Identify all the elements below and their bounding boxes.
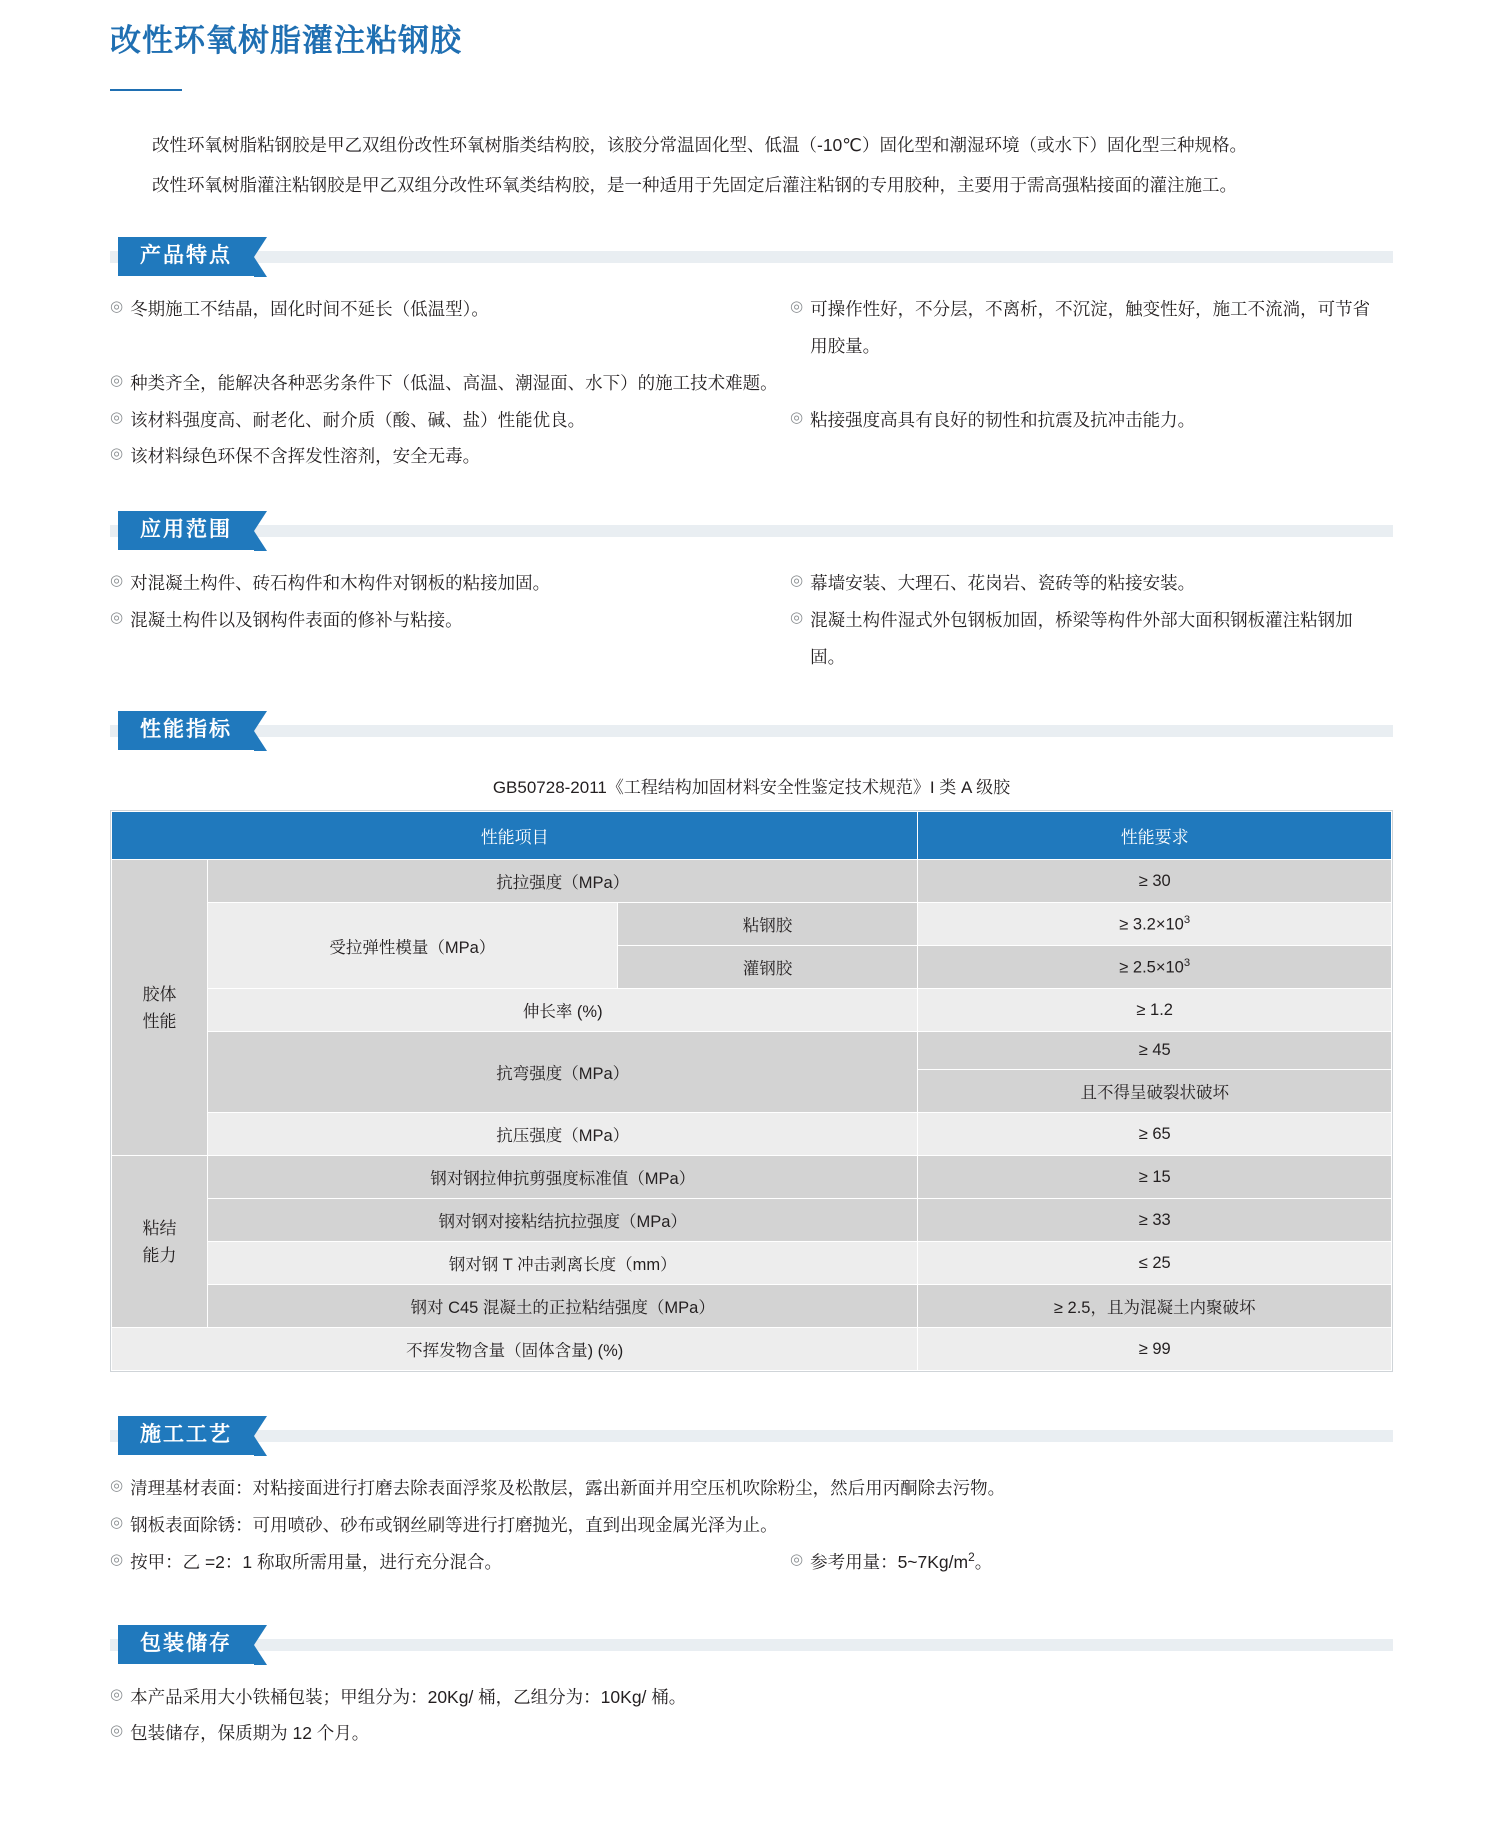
section-header-application <box>110 511 1393 551</box>
list-item <box>110 365 1393 402</box>
bullet-icon: ◎ <box>110 1685 124 1703</box>
intro-line-2: 改性环氧树脂灌注粘钢胶是甲乙双组分改性环氧类结构胶，是一种适用于先固定后灌注粘钢的专用胶种，主要用于需高强粘接面的灌注施工。 <box>152 174 1237 195</box>
section-header-bar <box>110 251 1393 263</box>
list-item <box>110 602 1393 676</box>
process-text: 清理基材表面：对粘接面进行打磨去除表面浮浆及松散层，露出新面并用空压机吹除粉尘，然后用丙酮除去污物。 <box>130 1478 1006 1499</box>
cell-item: 受拉弹性模量（MPa） <box>208 903 618 989</box>
packaging-item <box>110 1715 1393 1752</box>
application-item <box>790 602 1393 676</box>
column-header-value: 性能要求 <box>918 812 1392 860</box>
list-item <box>110 291 1393 365</box>
cell-item: 不挥发物含量（固体含量) (%) <box>112 1328 918 1371</box>
cell-item: 抗弯强度（MPa） <box>208 1032 918 1113</box>
table-header-row <box>112 812 1392 860</box>
cell-item: 伸长率 (%) <box>208 989 918 1032</box>
process-item <box>110 1507 1393 1544</box>
bullet-icon: ◎ <box>110 1722 124 1740</box>
table-row <box>112 1199 1392 1242</box>
bullet-icon: ◎ <box>110 1514 124 1531</box>
page-bottom-spacer <box>110 1752 1393 1782</box>
table-caption: GB50728-2011《工程结构加固材料安全性鉴定技术规范》I 类 A 级胶 <box>492 778 1011 798</box>
cell-subitem: 粘钢胶 <box>617 903 918 946</box>
bullet-icon: ◎ <box>110 371 124 389</box>
section-header-packaging <box>110 1625 1393 1665</box>
feature-text: 可操作性好，不分层，不离析，不沉淀，触变性好，施工不流淌，可节省用胶量。 <box>810 299 1371 356</box>
bullet-icon: ◎ <box>110 1477 124 1495</box>
cell-value: ≥ 65 <box>918 1113 1392 1156</box>
section-header-bar <box>110 1430 1393 1442</box>
feature-text: 种类齐全，能解决各种恶劣条件下（低温、高温、潮湿面、水下）的施工技术难题。 <box>130 372 778 393</box>
application-text: 幕墙安装、大理石、花岗岩、瓷砖等的粘接安装。 <box>810 573 1196 593</box>
list-item <box>110 402 1393 439</box>
application-text: 混凝土构件以及钢构件表面的修补与粘接。 <box>130 609 463 630</box>
column-header-item: 性能项目 <box>112 812 918 860</box>
section-header-features <box>110 237 1393 277</box>
page-title: 改性环氧树脂灌注粘钢胶 <box>110 23 462 58</box>
feature-item <box>790 291 1393 365</box>
cell-subitem: 灌钢胶 <box>617 946 918 989</box>
feature-text: 该材料绿色环保不含挥发性溶剂，安全无毒。 <box>130 446 481 467</box>
features-list <box>110 291 1393 475</box>
packaging-list <box>110 1679 1393 1753</box>
bullet-icon: ◎ <box>110 408 124 426</box>
feature-item <box>110 365 1393 402</box>
bullet-icon: ◎ <box>110 608 124 626</box>
list-item <box>110 1715 1393 1752</box>
section-header-performance <box>110 711 1393 751</box>
application-text: 混凝土构件湿式外包钢板加固，桥梁等构件外部大面积钢板灌注粘钢加固。 <box>810 609 1353 667</box>
table-row <box>112 903 1392 946</box>
list-item <box>110 1507 1393 1544</box>
bullet-icon: ◎ <box>110 298 124 316</box>
cell-value: ≥ $3.2\times 10^3$ <box>918 903 1392 946</box>
category-cell-bond: 粘结 能力 <box>112 1156 208 1328</box>
list-item <box>110 565 1393 602</box>
bullet-icon: ◎ <box>789 572 804 589</box>
cell-value: 且不得呈破裂状破坏 <box>918 1070 1392 1113</box>
title-underline <box>110 89 182 91</box>
section-title-application: 应用范围 <box>118 511 254 550</box>
list-item <box>110 1470 1393 1507</box>
bullet-icon: ◎ <box>789 298 804 316</box>
cell-item: 钢对 C45 混凝土的正拉粘结强度（MPa） <box>208 1285 918 1328</box>
table-row <box>112 1328 1392 1371</box>
list-item <box>110 438 1393 475</box>
process-item <box>110 1470 1393 1507</box>
packaging-text: 包装储存，保质期为 12 个月。 <box>130 1723 370 1744</box>
table-row <box>112 1032 1392 1070</box>
application-item <box>110 565 790 602</box>
process-item <box>110 1544 790 1581</box>
process-item <box>790 1544 1393 1581</box>
packaging-item <box>110 1679 1393 1716</box>
bullet-icon: ◎ <box>110 572 124 589</box>
bullet-icon: ◎ <box>110 1550 124 1568</box>
cell-value: ≤ 25 <box>918 1242 1392 1285</box>
section-header-bar <box>110 725 1393 737</box>
cell-item: 钢对钢 T 冲击剥离长度（mm） <box>208 1242 918 1285</box>
bullet-icon: ◎ <box>789 408 804 426</box>
process-list <box>110 1470 1393 1580</box>
process-text: 按甲：乙 =2：1 称取所需用量，进行充分混合。 <box>130 1551 503 1572</box>
performance-table <box>111 811 1392 1371</box>
cell-value: ≥ 1.2 <box>918 989 1392 1032</box>
application-text: 对混凝土构件、砖石构件和木构件对钢板的粘接加固。 <box>130 573 551 593</box>
feature-item <box>110 291 790 328</box>
feature-text: 冬期施工不结晶，固化时间不延长（低温型）。 <box>130 299 489 320</box>
intro-line-1: 改性环氧树脂粘钢胶是甲乙双组份改性环氧树脂类结构胶，该胶分常温固化型、低温（-10℃）固化型和潮湿环境（或水下）固化型三种规格。 <box>152 134 1247 155</box>
bullet-icon: ◎ <box>110 445 124 463</box>
section-header-process <box>110 1416 1393 1456</box>
cell-value: ≥ 99 <box>918 1328 1392 1371</box>
cell-item: 抗拉强度（MPa） <box>208 860 918 903</box>
application-list <box>110 565 1393 675</box>
cell-item: 钢对钢对接粘结抗拉强度（MPa） <box>208 1199 918 1242</box>
section-title-features: 产品特点 <box>118 237 254 276</box>
feature-item <box>790 402 1393 439</box>
bullet-icon: ◎ <box>789 608 804 626</box>
section-title-process: 施工工艺 <box>118 1416 254 1455</box>
section-header-bar <box>110 1639 1393 1651</box>
application-item <box>790 565 1393 602</box>
cell-value: ≥ $2.5\times 10^3$ <box>918 946 1392 989</box>
cell-value: ≥ 45 <box>918 1032 1392 1070</box>
section-title-packaging: 包装储存 <box>118 1625 254 1664</box>
list-item <box>110 1544 1393 1581</box>
bullet-icon: ◎ <box>789 1550 804 1568</box>
feature-item <box>110 402 790 439</box>
table-row <box>112 1113 1392 1156</box>
performance-table-wrapper <box>110 810 1393 1372</box>
feature-text: 粘接强度高具有良好的韧性和抗震及抗冲击能力。 <box>810 409 1196 430</box>
feature-item <box>110 438 1393 475</box>
table-row <box>112 1285 1392 1328</box>
cell-value: ≥ 33 <box>918 1199 1392 1242</box>
cell-value: ≥ 2.5，且为混凝土内聚破坏 <box>918 1285 1392 1328</box>
cell-value: ≥ 30 <box>918 860 1392 903</box>
category-cell-glue: 胶体 性能 <box>112 860 208 1156</box>
cell-item: 抗压强度（MPa） <box>208 1113 918 1156</box>
section-header-bar <box>110 525 1393 537</box>
process-text: 钢板表面除锈：可用喷砂、砂布或钢丝刷等进行打磨抛光，直到出现金属光泽为止。 <box>130 1515 778 1535</box>
process-text: 参考用量：$5\sim 7Kg/m^2$。 <box>810 1549 993 1572</box>
table-row <box>112 1156 1392 1199</box>
intro-paragraphs <box>110 129 1393 202</box>
section-title-performance: 性能指标 <box>118 711 254 750</box>
application-item <box>110 602 790 639</box>
packaging-text: 本产品采用大小铁桶包装；甲组分为：20Kg/ 桶，乙组分为：10Kg/ 桶。 <box>130 1686 687 1707</box>
table-row <box>112 989 1392 1032</box>
feature-text: 该材料强度高、耐老化、耐介质（酸、碱、盐）性能优良。 <box>130 409 586 430</box>
title-block <box>110 0 1393 91</box>
cell-item: 钢对钢拉伸抗剪强度标准值（MPa） <box>208 1156 918 1199</box>
list-item <box>110 1679 1393 1716</box>
table-row <box>112 860 1392 903</box>
table-row <box>112 1242 1392 1285</box>
cell-value: ≥ 15 <box>918 1156 1392 1199</box>
